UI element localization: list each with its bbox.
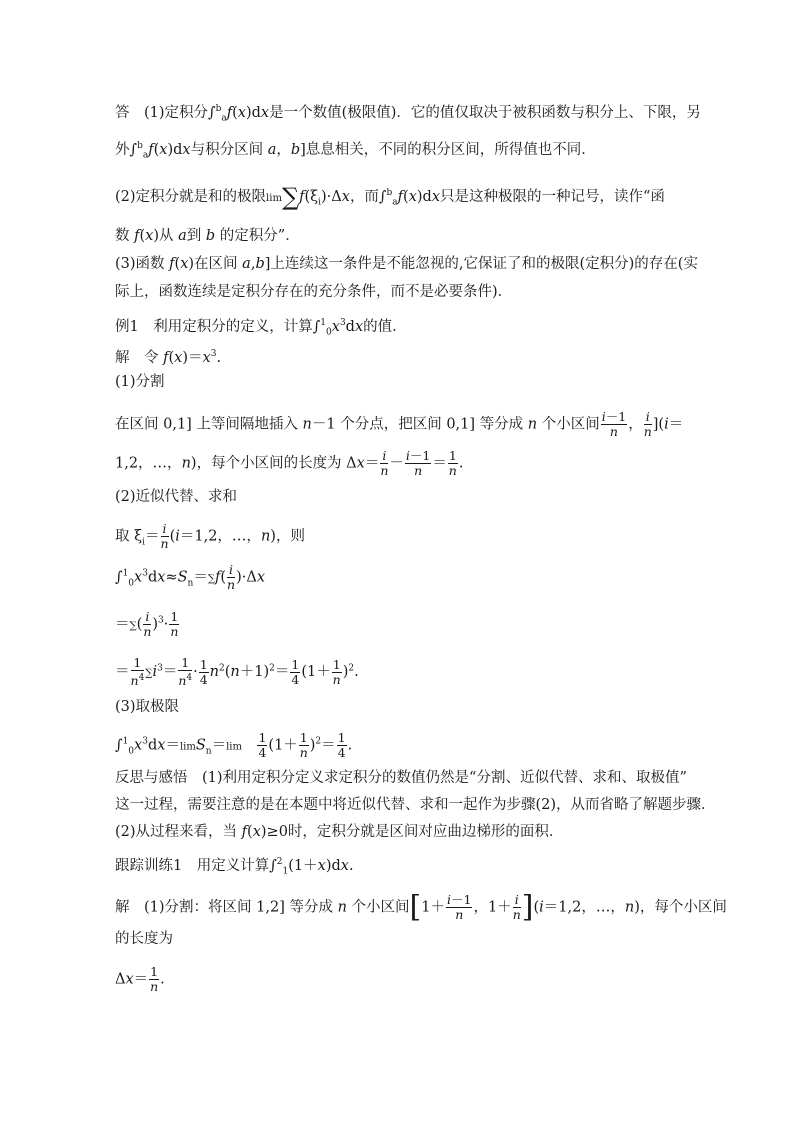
reflection-line-3: (2)从过程来看，当 f(x)≥0时，定积分就是区间对应曲边梯形的面积．	[115, 824, 564, 840]
step-1-heading: (1)分割	[115, 374, 165, 390]
text-line-1: 答 (1)定积分∫$^b_a$f(x)dx是一个数值(极限值)．它的值仅取决于被积函数与积分上、下限，另	[115, 104, 701, 124]
text-line-3: (2)定积分就是和的极限$\lim\sum f(\xi_i)\cdot\Delta x$，而∫$^b_a$f(x)dx只是这种极限的一种记号，读作“函	[115, 182, 665, 211]
example-1-title: 例1 利用定积分的定义，计算$\int^1_0x^3dx$的值．	[115, 318, 407, 338]
answer-label: 答	[115, 104, 130, 121]
text-line-6: 际上，函数连续是定积分存在的充分条件，而不是必要条件)．	[115, 284, 513, 300]
reflection-line-2: 这一过程，需要注意的是在本题中将近似代替、求和一起作为步骤(2)，从而省略了解题步骤．	[115, 797, 716, 813]
reflection-line-1: 反思与感悟 (1)利用定积分定义求定积分的数值仍然是“分割、近似代替、求和、取极值”	[115, 770, 687, 786]
text-line-22: 解 (1)分割：将区间 1,2] 等分成 n 个小区间[1＋ $\frac{i-1}{n}$ ，1＋ $\frac{i}{n}$ ](i＝1,2，…，n)，每个小区间	[115, 889, 727, 925]
formula-line-1: $\int^1_0x^3dx\approx S_n=\sum f$( $\frac{i}{n}$ )·Δx	[115, 562, 266, 592]
text-line-8: 解 令 $f(x)=x^3$.	[115, 349, 222, 366]
formula-line-3: ＝ $\frac{1}{n^4}$ $\sum i^3=$ $\frac{1}{n^4}$ · $\frac{1}{4}$ $n^2(n+1)^2=$ $\frac{1}{4}$ (1＋ $\frac{1}{n}$ )$^2$.	[115, 655, 359, 689]
text-line-2: 外∫$^b_a$f(x)dx与积分区间 a，b]息息相关，不同的积分区间，所得值也不同．	[115, 141, 596, 161]
text-line-11: 1,2，…，n)，每个小区间的长度为 Δx＝ $\frac{i}{n}$ － $\frac{i-1}{n}$ ＝ $\frac{1}{n}$ .	[115, 448, 464, 478]
text-line-24: Δx＝ $\frac{1}{n}$ .	[115, 964, 165, 994]
step-2-heading: (2)近似代替、求和	[115, 489, 238, 505]
formula-line-4: $\int^1_0x^3dx=\lim S_n=\lim$ $\frac{1}{4}$ (1＋ $\frac{1}{n}$ )$^2$＝ $\frac{1}{4}$ .	[115, 730, 353, 760]
text-line-4: 数 f(x)从 a到 b 的定积分”．	[115, 228, 300, 244]
text-line-10: 在区间 0,1] 上等间隔地插入 n－1 个分点，把区间 0,1] 等分成 n 个小区间 $\frac{i-1}{n}$ ， $\frac{i}{n}$ ](i＝	[115, 409, 684, 439]
formula-line-2: ＝∑( $\frac{i}{n}$ )$^3$· $\frac{1}{n}$	[115, 609, 179, 639]
practice-1-title: 跟踪训练1 用定义计算∫$^2_1$(1＋x)dx.	[115, 857, 354, 877]
text-line-23: 的长度为	[115, 931, 173, 947]
text-line-13: 取 $\xi_i=$ $\frac{i}{n}$ (i＝1,2，…，n)，则	[115, 521, 305, 551]
step-3-heading: (3)取极限	[115, 699, 180, 715]
text-line-5: (3)函数 f(x)在区间 a,b]上连续这一条件是不能忽视的,它保证了和的极限(定积分)的存在(实	[115, 256, 698, 272]
